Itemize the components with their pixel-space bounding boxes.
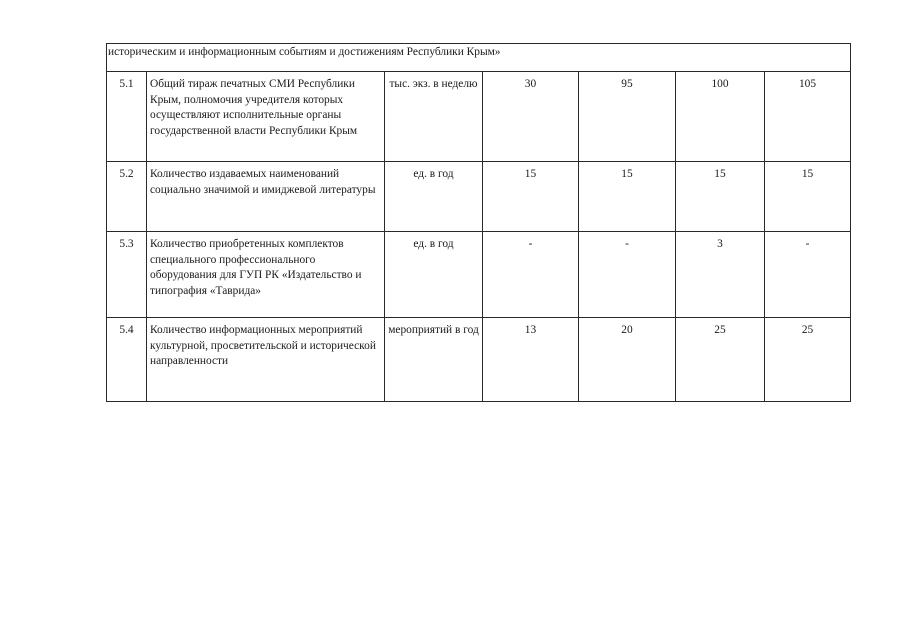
unit-of-measure: мероприятий в год — [385, 318, 483, 402]
value-cell: 30 — [483, 72, 579, 162]
row-number: 5.4 — [107, 318, 147, 402]
value-cell: 100 — [676, 72, 765, 162]
indicator-name: Количество приобретенных комплектов специального профессионального оборудования для ГУП РК «Издательство и типография «Таврида» — [147, 232, 385, 318]
table-header-text: историческим и информационным событиям и достижениям Республики Крым» — [107, 44, 851, 72]
value-cell: 3 — [676, 232, 765, 318]
indicator-name: Общий тираж печатных СМИ Республики Крым, полномочия учредителя которых осуществляют исполнительные органы государственной власти Республики Крым — [147, 72, 385, 162]
table-row — [107, 162, 851, 232]
table-header-row — [107, 44, 851, 72]
indicator-name: Количество информационных мероприятий культурной, просветительской и исторической направленности — [147, 318, 385, 402]
table-row — [107, 318, 851, 402]
value-cell: 15 — [676, 162, 765, 232]
unit-of-measure: ед. в год — [385, 162, 483, 232]
value-cell: - — [765, 232, 851, 318]
indicator-name: Количество издаваемых наименований социально значимой и имиджевой литературы — [147, 162, 385, 232]
value-cell: 13 — [483, 318, 579, 402]
unit-of-measure: тыс. экз. в неделю — [385, 72, 483, 162]
value-cell: 105 — [765, 72, 851, 162]
unit-of-measure: ед. в год — [385, 232, 483, 318]
value-cell: 25 — [765, 318, 851, 402]
value-cell: - — [483, 232, 579, 318]
value-cell: 20 — [579, 318, 676, 402]
indicators-table — [106, 43, 851, 402]
value-cell: 25 — [676, 318, 765, 402]
value-cell: - — [579, 232, 676, 318]
value-cell: 95 — [579, 72, 676, 162]
table-row — [107, 72, 851, 162]
value-cell: 15 — [579, 162, 676, 232]
table-row — [107, 232, 851, 318]
row-number: 5.2 — [107, 162, 147, 232]
value-cell: 15 — [765, 162, 851, 232]
row-number: 5.3 — [107, 232, 147, 318]
row-number: 5.1 — [107, 72, 147, 162]
value-cell: 15 — [483, 162, 579, 232]
